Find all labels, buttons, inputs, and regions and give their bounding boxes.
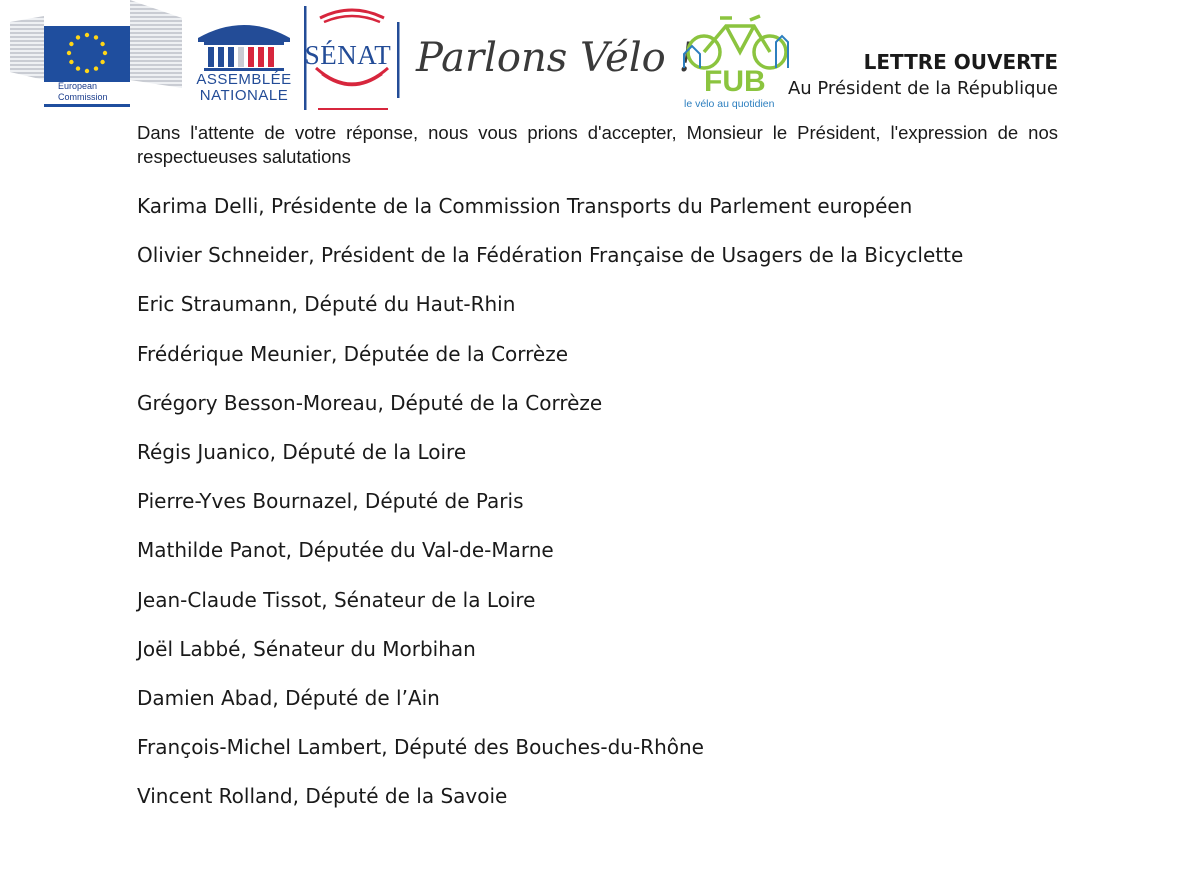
bicycle-city-icon <box>682 12 794 72</box>
eu-stars-icon <box>57 23 117 83</box>
signatory: Olivier Schneider, Président de la Fédération Française de Usagers de la Bicyclette <box>137 243 964 268</box>
european-commission-logo <box>10 0 182 112</box>
letter-title-block <box>788 48 1058 102</box>
letter-title: LETTRE OUVERTE <box>863 50 1058 74</box>
signatory: Mathilde Panot, Députée du Val-de-Marne <box>137 538 554 563</box>
signatory: Vincent Rolland, Député de la Savoie <box>137 784 508 809</box>
parlons-velo-logo: Parlons Vélo ! <box>416 35 695 81</box>
an-line2: NATIONALE <box>199 87 289 104</box>
an-line1: ASSEMBLÉE <box>196 71 292 88</box>
signatory: Pierre-Yves Bournazel, Député de Paris <box>137 489 524 514</box>
signatories-list <box>137 192 963 831</box>
senat-text: SÉNAT <box>304 40 392 70</box>
eu-caption-line1: European <box>58 81 98 91</box>
letter-subtitle: Au Président de la République <box>787 78 1058 99</box>
closing-paragraph: Dans l'attente de votre réponse, nous vous prions d'accepter, Monsieur le Président, l'expression de nos respectueuses salutations <box>137 122 1058 167</box>
fub-logo <box>682 12 794 110</box>
fub-text: FUB <box>704 65 766 98</box>
parliament-columns-icon <box>192 14 296 72</box>
senat-logo <box>302 4 402 112</box>
signatory: Régis Juanico, Député de la Loire <box>137 439 467 464</box>
eu-caption-line2: Commission <box>58 92 108 102</box>
signatory: Damien Abad, Député de l’Ain <box>137 685 440 710</box>
fub-tagline: le vélo au quotidien <box>684 98 775 110</box>
signatory: Jean-Claude Tissot, Sénateur de la Loire <box>137 587 536 612</box>
assemblee-nationale-logo <box>192 14 296 106</box>
signatory: Eric Straumann, Député du Haut-Rhin <box>137 292 516 317</box>
eu-caption <box>58 81 108 103</box>
signatory: Joël Labbé, Sénateur du Morbihan <box>137 636 476 661</box>
signatory: Frédérique Meunier, Députée de la Corrèze <box>137 341 569 366</box>
signatory: Grégory Besson-Moreau, Député de la Corrèze <box>137 390 603 415</box>
signatory: François-Michel Lambert, Député des Bouches-du-Rhône <box>137 735 704 760</box>
signatory: Karima Delli, Présidente de la Commission Transports du Parlement européen <box>137 194 913 218</box>
